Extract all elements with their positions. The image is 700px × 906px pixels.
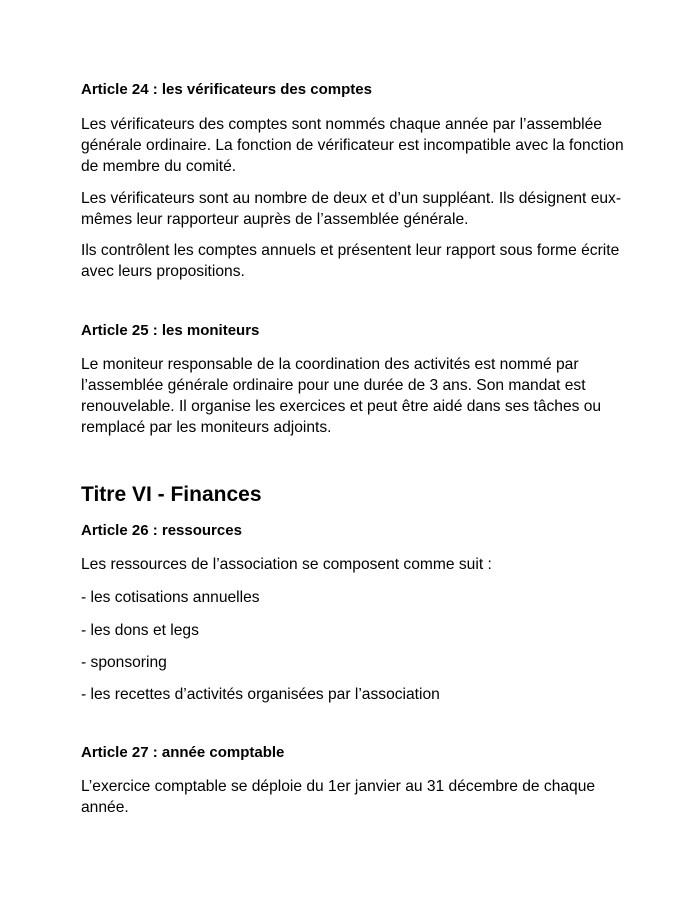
article-26-heading: Article 26 : ressources (81, 522, 242, 539)
article-24-paragraph-3: Ils contrôlent les comptes annuels et présentent leur rapport sous forme écrite avec leurs propositions. (81, 242, 620, 280)
article-24-paragraph-1: Les vérificateurs des comptes sont nommés chaque année par l’assemblée générale ordinaire. La fonction de vérificateur est incompatible avec la fonction de membre du comité. (81, 116, 624, 175)
resource-list-item: - sponsoring (81, 654, 167, 671)
resource-list-item: - les cotisations annuelles (81, 589, 260, 606)
article-25-heading: Article 25 : les moniteurs (81, 322, 260, 339)
article-27-paragraph-1: L’exercice comptable se déploie du 1er janvier au 31 décembre de chaque année. (81, 778, 596, 816)
resource-list-item: - les dons et legs (81, 622, 199, 639)
article-24-heading: Article 24 : les vérificateurs des comptes (81, 81, 372, 98)
article-25-paragraph-1: Le moniteur responsable de la coordination des activités est nommé par l’assemblée générale ordinaire pour une durée de 3 ans. Son mandat est renouvelable. Il organise les exercices et peut être aidé dans ses tâches ou remplacé par les moniteurs adjoints. (81, 356, 602, 436)
resource-list-item: - les recettes d’activités organisées par l’association (81, 686, 440, 703)
article-27-heading: Article 27 : année comptable (81, 744, 285, 761)
article-24-paragraph-2: Les vérificateurs sont au nombre de deux et d’un suppléant. Ils désignent eux-mêmes leur rapporteur auprès de l’assemblée générale. (81, 190, 622, 228)
section-title: Titre VI - Finances (81, 483, 262, 506)
article-26-intro: Les ressources de l’association se composent comme suit : (81, 556, 492, 573)
